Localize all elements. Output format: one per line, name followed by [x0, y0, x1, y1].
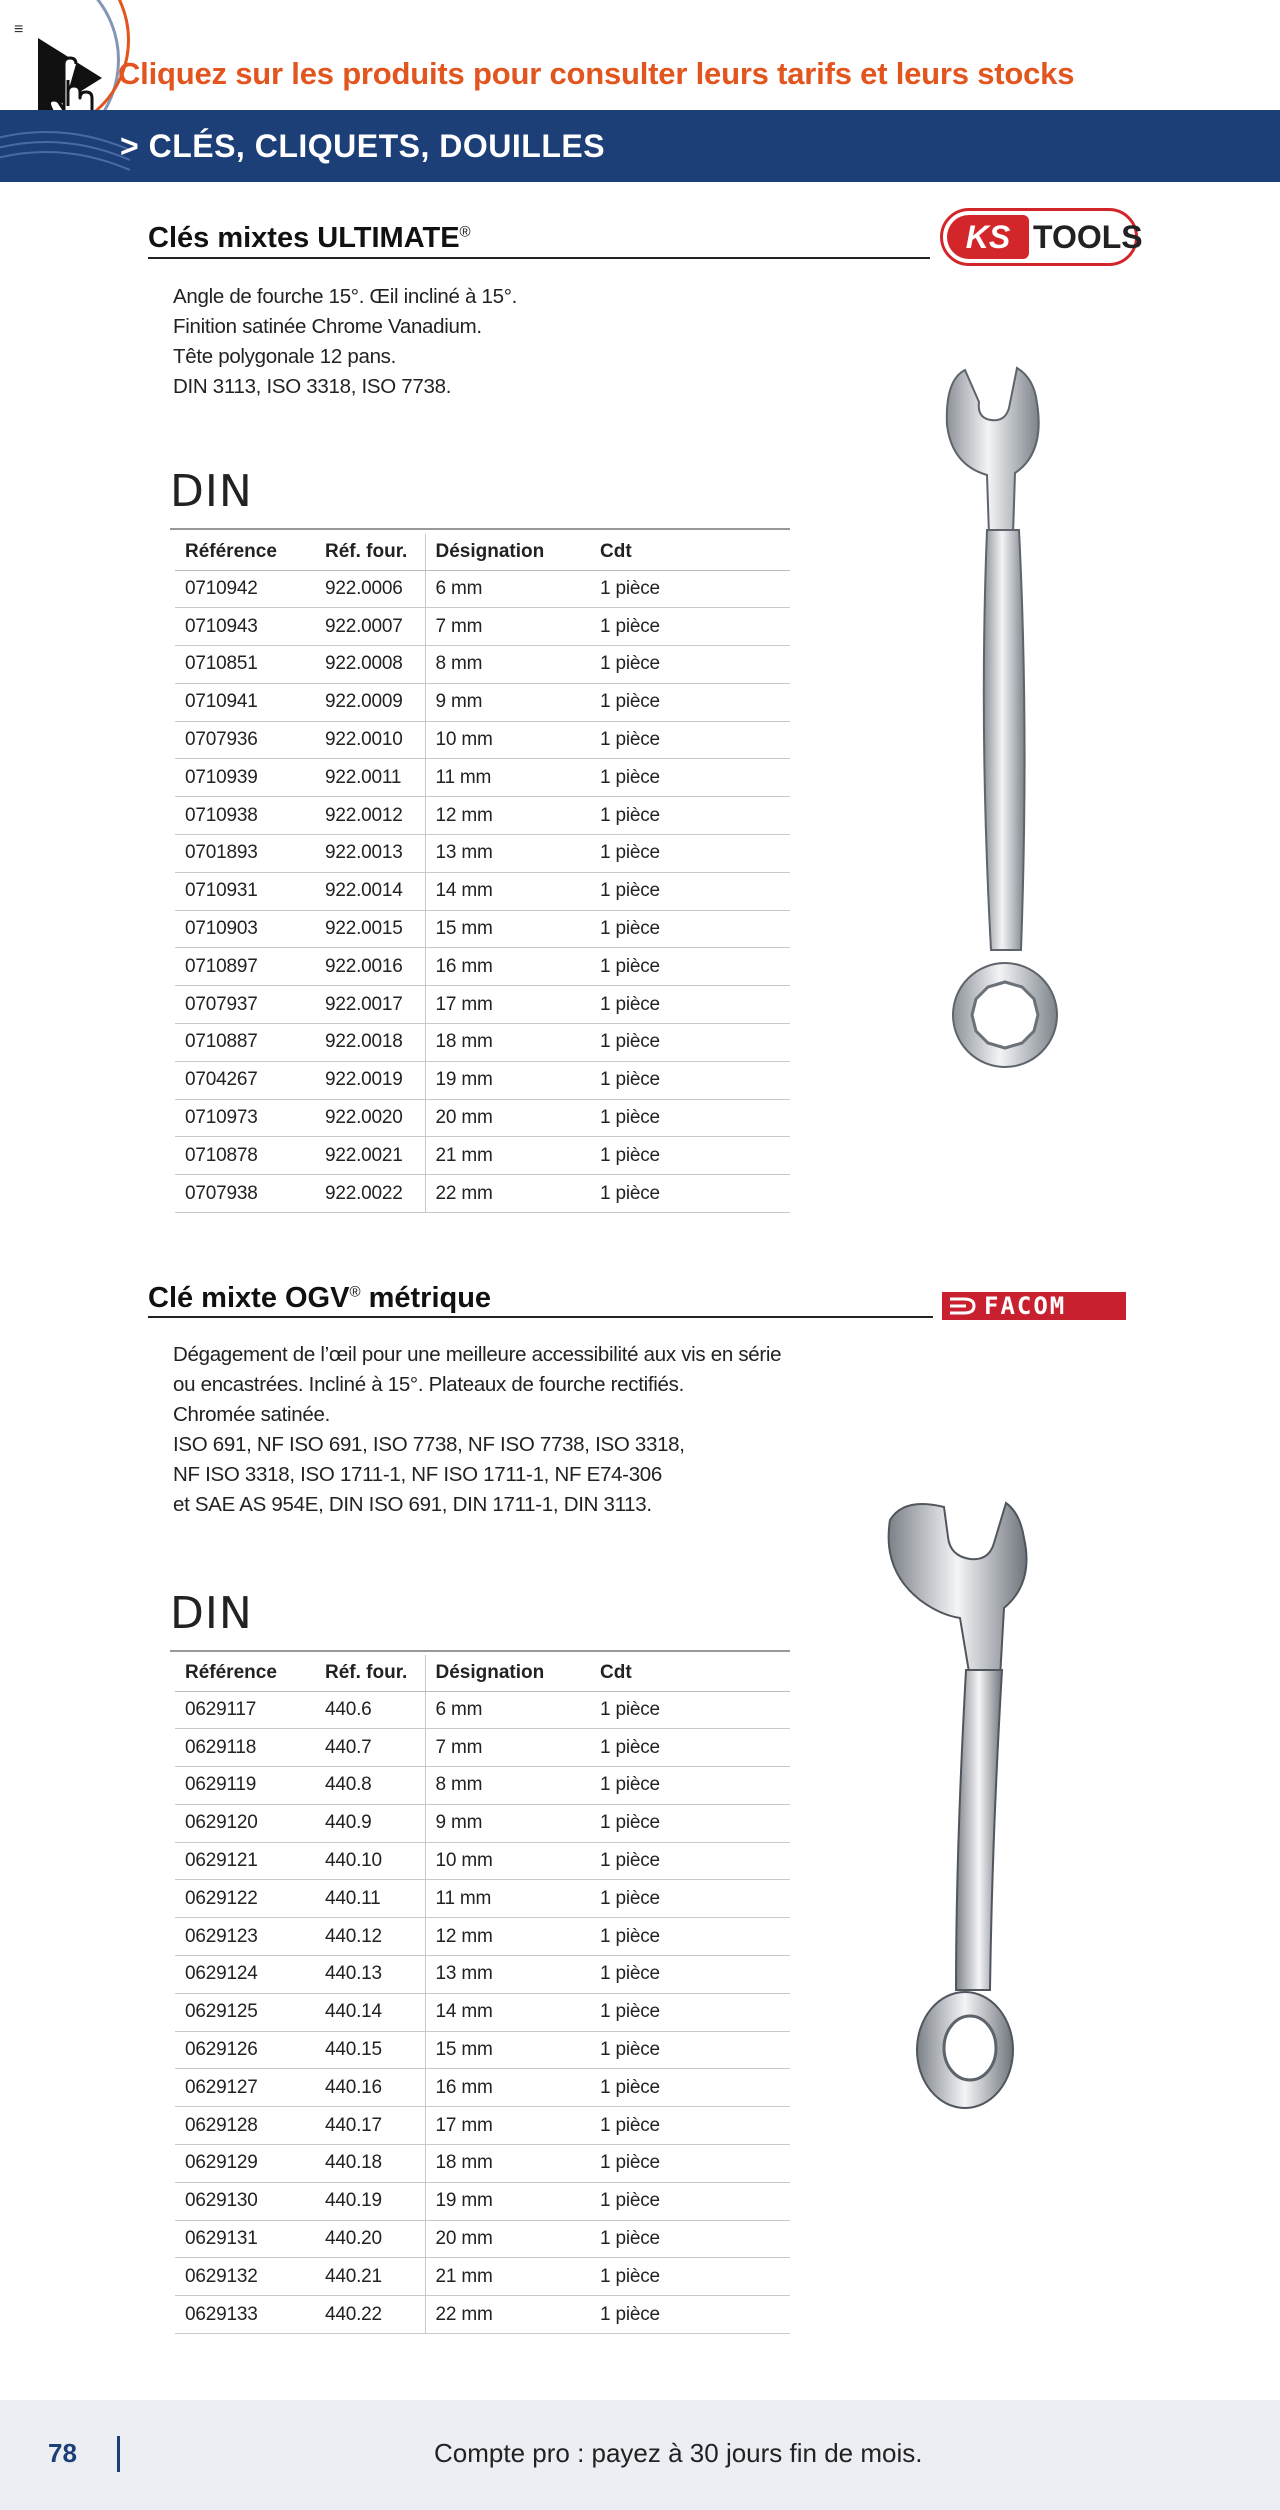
column-header: Désignation [425, 1655, 590, 1691]
facom-mark-icon [948, 1297, 976, 1315]
table-row[interactable] [175, 1767, 790, 1805]
description-line: Finition satinée Chrome Vanadium. [173, 315, 482, 338]
column-header: Cdt [590, 534, 790, 570]
packaging-cell: 1 pièce [590, 1804, 790, 1842]
registered-mark: ® [459, 223, 471, 241]
table-row[interactable] [175, 835, 790, 873]
page-header [0, 0, 1280, 185]
reference-cell: 0629127 [175, 2069, 315, 2107]
designation-cell: 6 mm [425, 570, 590, 608]
packaging-cell: 1 pièce [590, 1880, 790, 1918]
designation-cell: 12 mm [425, 797, 590, 835]
designation-cell: 19 mm [425, 1061, 590, 1099]
description-line: ou encastrées. Incliné à 15°. Plateaux de fourche rectifiés. [173, 1373, 684, 1396]
supplier-ref-cell: 922.0013 [315, 835, 425, 873]
reference-cell: 0629125 [175, 1993, 315, 2031]
table-header-row [175, 1655, 790, 1691]
supplier-ref-cell: 922.0008 [315, 646, 425, 684]
table-row[interactable] [175, 948, 790, 986]
packaging-cell: 1 pièce [590, 797, 790, 835]
packaging-cell: 1 pièce [590, 1061, 790, 1099]
reference-cell: 0701893 [175, 835, 315, 873]
supplier-ref-cell: 440.15 [315, 2031, 425, 2069]
supplier-ref-cell: 922.0019 [315, 1061, 425, 1099]
packaging-cell: 1 pièce [590, 1099, 790, 1137]
description-line: NF ISO 3318, ISO 1711-1, NF ISO 1711-1, NF E74-306 [173, 1463, 663, 1486]
designation-cell: 11 mm [425, 1880, 590, 1918]
table-row[interactable] [175, 2258, 790, 2296]
supplier-ref-cell: 440.21 [315, 2258, 425, 2296]
table-row[interactable] [175, 1061, 790, 1099]
designation-cell: 15 mm [425, 2031, 590, 2069]
table-row[interactable] [175, 646, 790, 684]
supplier-ref-cell: 922.0018 [315, 1024, 425, 1062]
supplier-ref-cell: 440.22 [315, 2296, 425, 2334]
reference-cell: 0629131 [175, 2220, 315, 2258]
designation-cell: 7 mm [425, 1729, 590, 1767]
packaging-cell: 1 pièce [590, 1993, 790, 2031]
supplier-ref-cell: 440.11 [315, 1880, 425, 1918]
supplier-ref-cell: 922.0012 [315, 797, 425, 835]
packaging-cell: 1 pièce [590, 2031, 790, 2069]
supplier-ref-cell: 440.14 [315, 1993, 425, 2031]
packaging-cell: 1 pièce [590, 2145, 790, 2183]
supplier-ref-cell: 922.0017 [315, 986, 425, 1024]
supplier-ref-cell: 440.16 [315, 2069, 425, 2107]
packaging-cell: 1 pièce [590, 986, 790, 1024]
reference-cell: 0629119 [175, 1767, 315, 1805]
section-title-suffix: métrique [360, 1282, 492, 1314]
packaging-cell: 1 pièce [590, 1767, 790, 1805]
packaging-cell: 1 pièce [590, 1729, 790, 1767]
reference-cell: 0629129 [175, 2145, 315, 2183]
reference-cell: 0629120 [175, 1804, 315, 1842]
supplier-ref-cell: 922.0007 [315, 608, 425, 646]
supplier-ref-cell: 440.20 [315, 2220, 425, 2258]
designation-cell: 11 mm [425, 759, 590, 797]
promo-link[interactable]: Cliquez sur les produits pour consulter leurs tarifs et leurs stocks [118, 56, 1075, 91]
table-row[interactable] [175, 1956, 790, 1994]
ks-logo-part: KS [947, 215, 1029, 259]
section-title-text: Clés mixtes ULTIMATE [148, 222, 460, 254]
page-footer [0, 2400, 1280, 2510]
table-row[interactable] [175, 759, 790, 797]
packaging-cell: 1 pièce [590, 1175, 790, 1213]
description-line: Tête polygonale 12 pans. [173, 345, 397, 368]
designation-cell: 20 mm [425, 1099, 590, 1137]
supplier-ref-cell: 922.0006 [315, 570, 425, 608]
column-header: Cdt [590, 1655, 790, 1691]
registered-mark: ® [349, 1283, 361, 1301]
packaging-cell: 1 pièce [590, 1956, 790, 1994]
footer-payment-note: Compte pro : payez à 30 jours fin de mois. [434, 2438, 923, 2468]
supplier-ref-cell: 922.0011 [315, 759, 425, 797]
reference-cell: 0629133 [175, 2296, 315, 2334]
product-table-ultimate [175, 534, 790, 1213]
designation-cell: 16 mm [425, 2069, 590, 2107]
designation-cell: 15 mm [425, 910, 590, 948]
designation-cell: 9 mm [425, 1804, 590, 1842]
supplier-ref-cell: 440.6 [315, 1691, 425, 1729]
supplier-ref-cell: 440.9 [315, 1804, 425, 1842]
supplier-ref-cell: 922.0010 [315, 721, 425, 759]
standard-rule [170, 528, 790, 530]
designation-cell: 18 mm [425, 1024, 590, 1062]
packaging-cell: 1 pièce [590, 1137, 790, 1175]
standard-rule [170, 1650, 790, 1652]
packaging-cell: 1 pièce [590, 835, 790, 873]
column-header: Référence [175, 1655, 315, 1691]
reference-cell: 0629128 [175, 2107, 315, 2145]
supplier-ref-cell: 440.19 [315, 2182, 425, 2220]
designation-cell: 14 mm [425, 1993, 590, 2031]
packaging-cell: 1 pièce [590, 683, 790, 721]
reference-cell: 0710887 [175, 1024, 315, 1062]
designation-cell: 6 mm [425, 1691, 590, 1729]
packaging-cell: 1 pièce [590, 2069, 790, 2107]
standard-label: DIN [170, 466, 253, 517]
column-header: Réf. four. [315, 534, 425, 570]
section-title-ultimate [148, 222, 471, 255]
supplier-ref-cell: 440.7 [315, 1729, 425, 1767]
supplier-ref-cell: 922.0009 [315, 683, 425, 721]
description-line: et SAE AS 954E, DIN ISO 691, DIN 1711-1, DIN 3113. [173, 1493, 652, 1516]
supplier-ref-cell: 922.0022 [315, 1175, 425, 1213]
supplier-ref-cell: 922.0016 [315, 948, 425, 986]
packaging-cell: 1 pièce [590, 721, 790, 759]
table-row[interactable] [175, 1691, 790, 1729]
designation-cell: 22 mm [425, 2296, 590, 2334]
supplier-ref-cell: 440.13 [315, 1956, 425, 1994]
reference-cell: 0629132 [175, 2258, 315, 2296]
designation-cell: 14 mm [425, 872, 590, 910]
packaging-cell: 1 pièce [590, 2220, 790, 2258]
reference-cell: 0629117 [175, 1691, 315, 1729]
table-row[interactable] [175, 1918, 790, 1956]
category-title: > CLÉS, CLIQUETS, DOUILLES [120, 128, 606, 164]
standard-label: DIN [170, 1588, 253, 1639]
category-bar [0, 110, 1280, 182]
packaging-cell: 1 pièce [590, 1691, 790, 1729]
table-body [175, 1691, 790, 2334]
designation-cell: 21 mm [425, 1137, 590, 1175]
designation-cell: 8 mm [425, 646, 590, 684]
table-row[interactable] [175, 1804, 790, 1842]
table-row[interactable] [175, 2031, 790, 2069]
table-row[interactable] [175, 1175, 790, 1213]
reference-cell: 0710938 [175, 797, 315, 835]
reference-cell: 0710942 [175, 570, 315, 608]
table-row[interactable] [175, 1099, 790, 1137]
product-description [173, 1340, 781, 1520]
product-description [173, 282, 517, 402]
packaging-cell: 1 pièce [590, 872, 790, 910]
tools-logo-part: TOOLS [1033, 219, 1143, 255]
packaging-cell: 1 pièce [590, 608, 790, 646]
table-row[interactable] [175, 2182, 790, 2220]
table-row[interactable] [175, 1729, 790, 1767]
column-header: Désignation [425, 534, 590, 570]
designation-cell: 18 mm [425, 2145, 590, 2183]
packaging-cell: 1 pièce [590, 910, 790, 948]
reference-cell: 0629123 [175, 1918, 315, 1956]
table-row[interactable] [175, 683, 790, 721]
reference-cell: 0704267 [175, 1061, 315, 1099]
description-line: Chromée satinée. [173, 1403, 331, 1426]
section-divider [148, 257, 930, 259]
designation-cell: 17 mm [425, 2107, 590, 2145]
supplier-ref-cell: 440.8 [315, 1767, 425, 1805]
supplier-ref-cell: 440.17 [315, 2107, 425, 2145]
description-line: ISO 691, NF ISO 691, ISO 7738, NF ISO 7738, ISO 3318, [173, 1433, 685, 1456]
ks-tools-logo [940, 208, 1143, 266]
designation-cell: 13 mm [425, 835, 590, 873]
facom-logo-text: FACOM [984, 1292, 1067, 1320]
section-title-ogv [148, 1282, 491, 1315]
table-row[interactable] [175, 986, 790, 1024]
packaging-cell: 1 pièce [590, 2296, 790, 2334]
packaging-cell: 1 pièce [590, 948, 790, 986]
designation-cell: 13 mm [425, 1956, 590, 1994]
section-divider [148, 1316, 933, 1318]
table-row[interactable] [175, 721, 790, 759]
designation-cell: 7 mm [425, 608, 590, 646]
supplier-ref-cell: 440.18 [315, 2145, 425, 2183]
table-row[interactable] [175, 910, 790, 948]
reference-cell: 0710897 [175, 948, 315, 986]
reference-cell: 0629121 [175, 1842, 315, 1880]
packaging-cell: 1 pièce [590, 2258, 790, 2296]
table-row[interactable] [175, 1842, 790, 1880]
description-line: DIN 3113, ISO 3318, ISO 7738. [173, 375, 452, 398]
reference-cell: 0710939 [175, 759, 315, 797]
table-row[interactable] [175, 608, 790, 646]
combination-wrench-image[interactable] [905, 350, 1075, 1150]
table-header-row [175, 534, 790, 570]
packaging-cell: 1 pièce [590, 1918, 790, 1956]
table-row[interactable] [175, 1993, 790, 2031]
table-row[interactable] [175, 2145, 790, 2183]
facom-logo [942, 1292, 1126, 1320]
table-row[interactable] [175, 872, 790, 910]
packaging-cell: 1 pièce [590, 1842, 790, 1880]
designation-cell: 12 mm [425, 1918, 590, 1956]
designation-cell: 17 mm [425, 986, 590, 1024]
table-row[interactable] [175, 570, 790, 608]
reference-cell: 0629126 [175, 2031, 315, 2069]
table-row[interactable] [175, 1137, 790, 1175]
table-row[interactable] [175, 1024, 790, 1062]
designation-cell: 9 mm [425, 683, 590, 721]
supplier-ref-cell: 440.12 [315, 1918, 425, 1956]
reference-cell: 0710941 [175, 683, 315, 721]
table-row[interactable] [175, 2069, 790, 2107]
reference-cell: 0710851 [175, 646, 315, 684]
packaging-cell: 1 pièce [590, 646, 790, 684]
column-header: Réf. four. [315, 1655, 425, 1691]
packaging-cell: 1 pièce [590, 2107, 790, 2145]
reference-cell: 0707937 [175, 986, 315, 1024]
product-table-ogv [175, 1655, 790, 2334]
ogv-wrench-image[interactable] [880, 1460, 1050, 2140]
reference-cell: 0710931 [175, 872, 315, 910]
packaging-cell: 1 pièce [590, 2182, 790, 2220]
supplier-ref-cell: 922.0014 [315, 872, 425, 910]
reference-cell: 0707938 [175, 1175, 315, 1213]
table-body [175, 570, 790, 1213]
reference-cell: 0710973 [175, 1099, 315, 1137]
description-line: Angle de fourche 15°. Œil incliné à 15°. [173, 285, 517, 308]
section-title-text: Clé mixte OGV [148, 1282, 350, 1314]
reference-cell: 0710878 [175, 1137, 315, 1175]
table-row[interactable] [175, 2296, 790, 2334]
designation-cell: 10 mm [425, 1842, 590, 1880]
supplier-ref-cell: 440.10 [315, 1842, 425, 1880]
description-line: Dégagement de l’œil pour une meilleure accessibilité aux vis en série [173, 1343, 782, 1366]
table-row[interactable] [175, 2107, 790, 2145]
designation-cell: 16 mm [425, 948, 590, 986]
menu-icon[interactable]: ≡ [14, 21, 24, 38]
designation-cell: 8 mm [425, 1767, 590, 1805]
column-header: Référence [175, 534, 315, 570]
reference-cell: 0629124 [175, 1956, 315, 1994]
designation-cell: 22 mm [425, 1175, 590, 1213]
designation-cell: 20 mm [425, 2220, 590, 2258]
designation-cell: 19 mm [425, 2182, 590, 2220]
reference-cell: 0710903 [175, 910, 315, 948]
designation-cell: 10 mm [425, 721, 590, 759]
page-number: 78 [48, 2438, 77, 2468]
table-row[interactable] [175, 1880, 790, 1918]
table-row[interactable] [175, 797, 790, 835]
supplier-ref-cell: 922.0020 [315, 1099, 425, 1137]
reference-cell: 0707936 [175, 721, 315, 759]
supplier-ref-cell: 922.0021 [315, 1137, 425, 1175]
reference-cell: 0629118 [175, 1729, 315, 1767]
designation-cell: 21 mm [425, 2258, 590, 2296]
decorative-stripes [0, 110, 130, 182]
page-number-divider [117, 2436, 120, 2472]
packaging-cell: 1 pièce [590, 759, 790, 797]
packaging-cell: 1 pièce [590, 1024, 790, 1062]
reference-cell: 0710943 [175, 608, 315, 646]
table-row[interactable] [175, 2220, 790, 2258]
supplier-ref-cell: 922.0015 [315, 910, 425, 948]
reference-cell: 0629122 [175, 1880, 315, 1918]
packaging-cell: 1 pièce [590, 570, 790, 608]
reference-cell: 0629130 [175, 2182, 315, 2220]
